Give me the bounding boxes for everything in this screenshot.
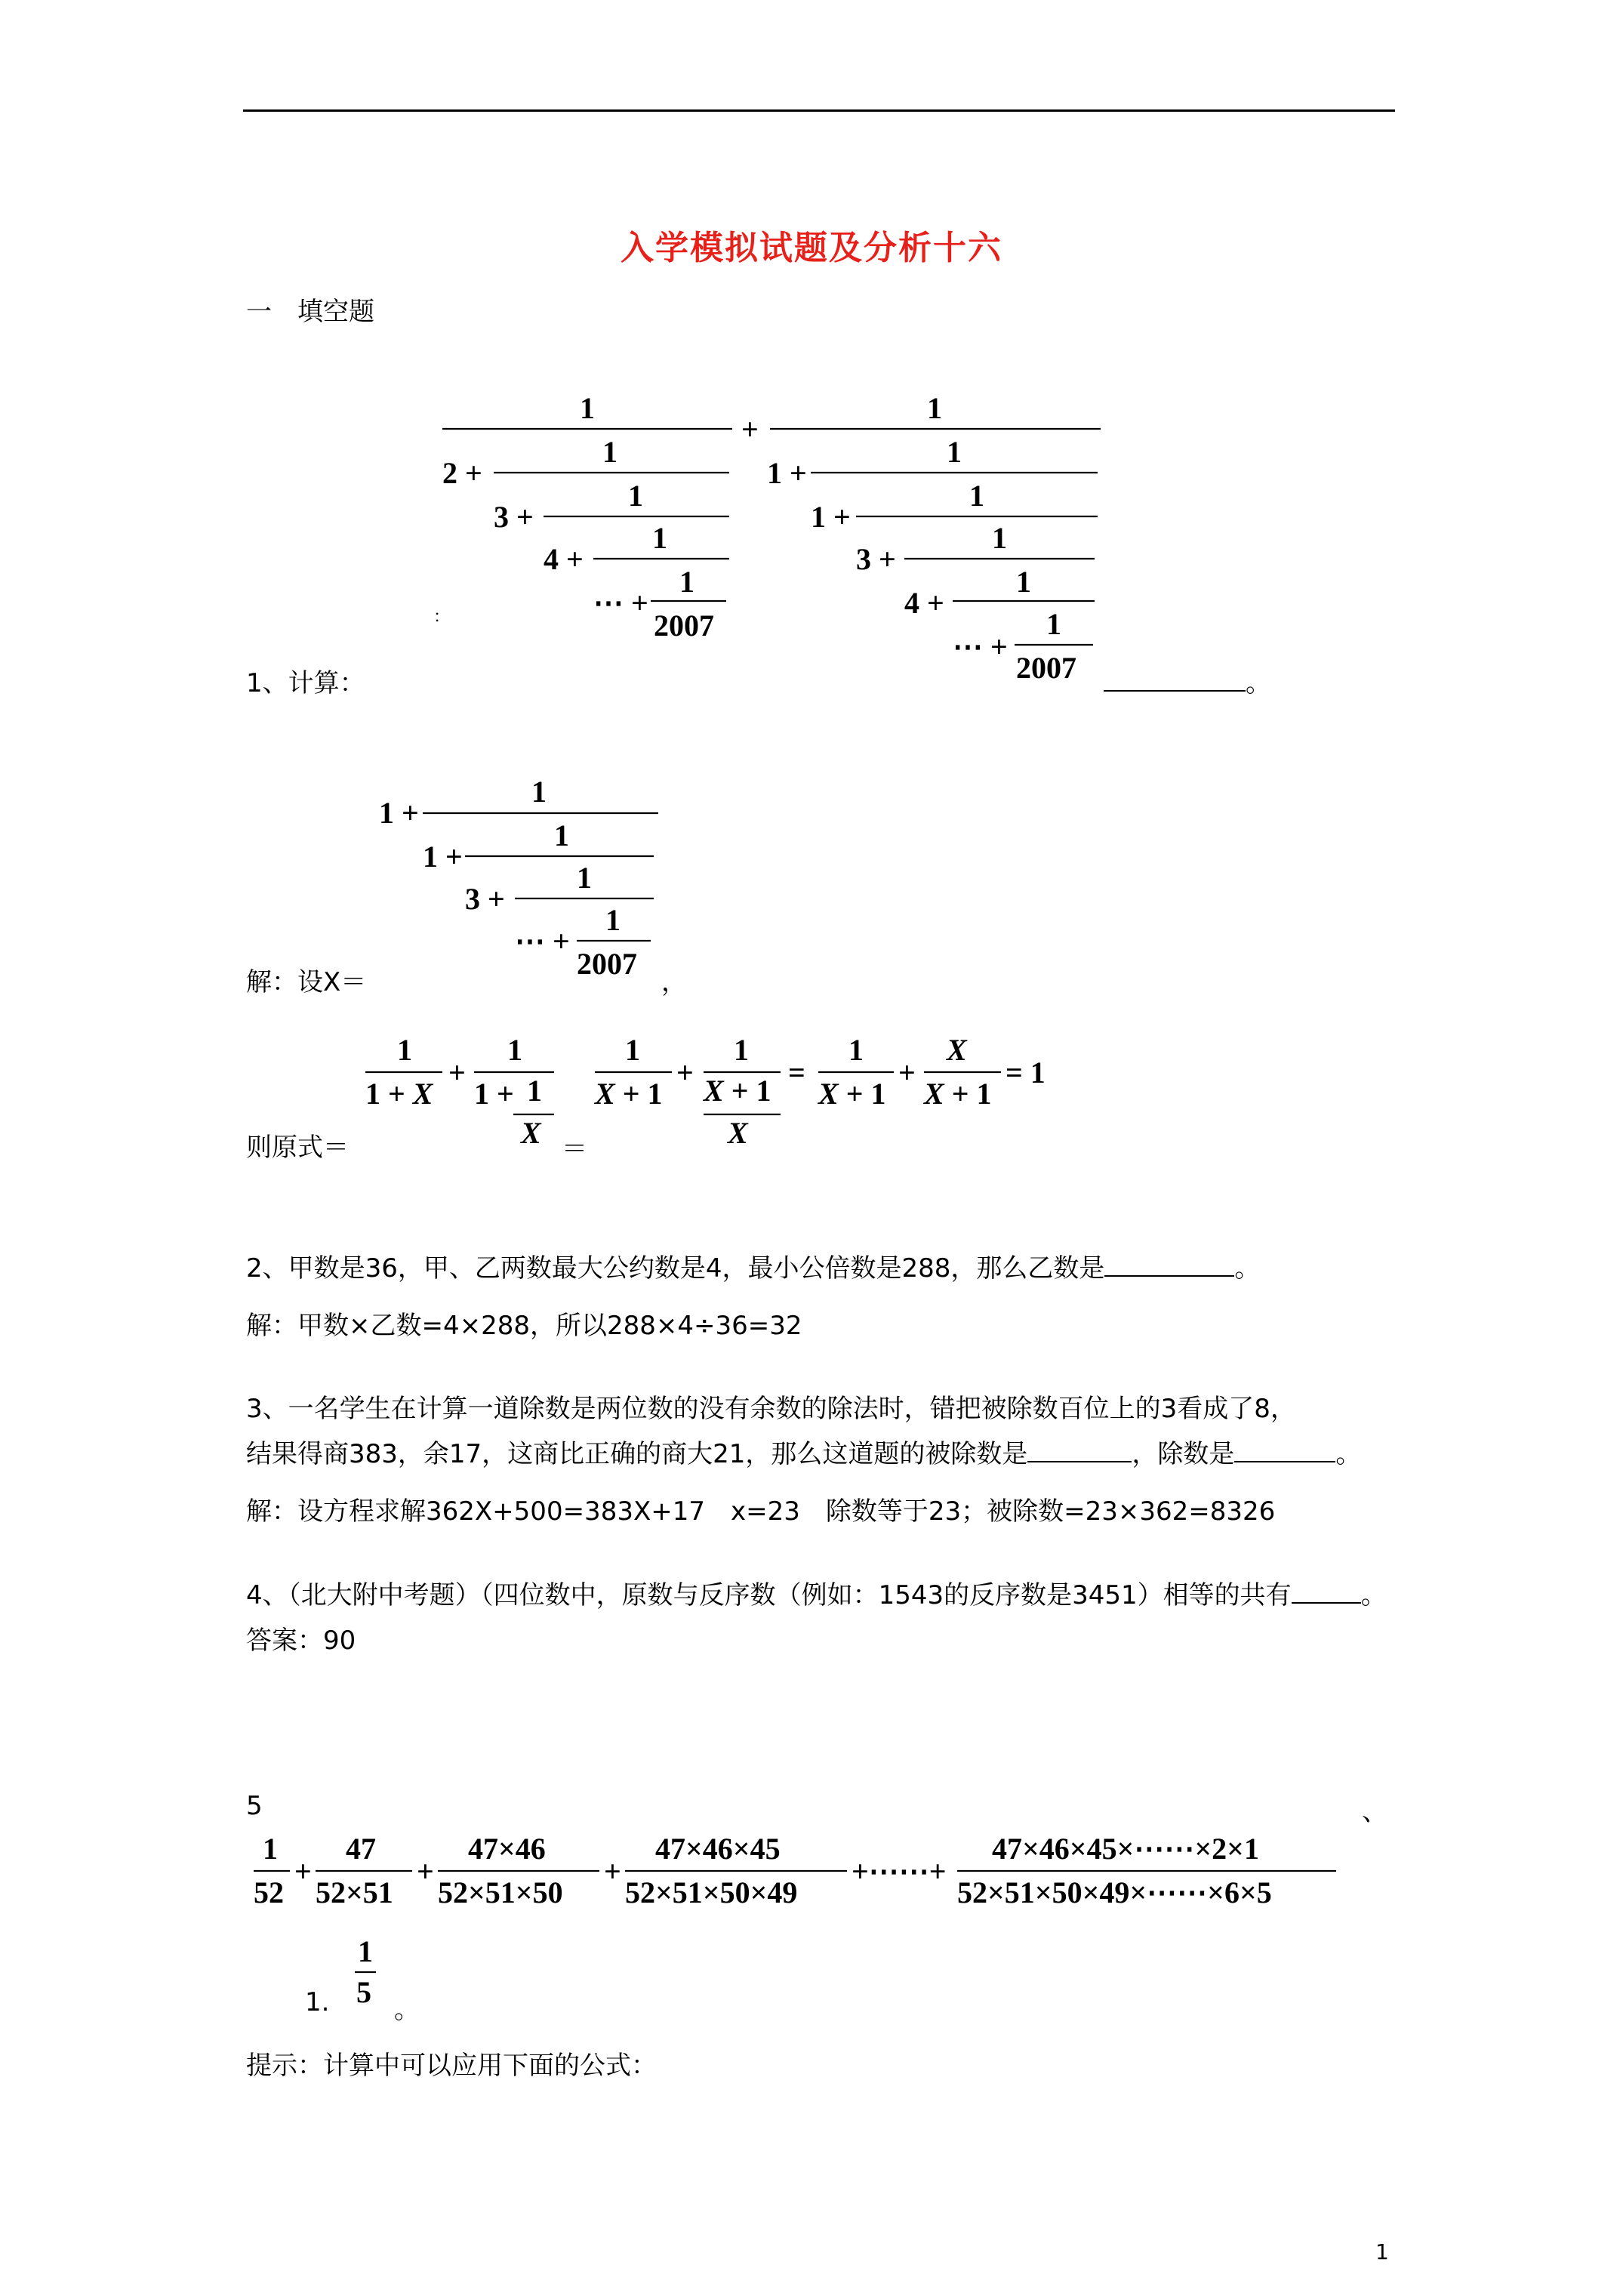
q3-solution: 解：设方程求解362X+500=383X+17 x=23 除数等于23；被除数=23×362=8326	[246, 1496, 1276, 1527]
svg-text:1: 1	[652, 521, 667, 555]
svg-text:X + 1: X + 1	[595, 1077, 663, 1111]
svg-text:2007: 2007	[577, 947, 637, 981]
svg-text:X: X	[521, 1116, 541, 1150]
svg-text:1: 1	[263, 1832, 278, 1866]
svg-text:2 +: 2 +	[442, 456, 482, 490]
svg-text:⋯ +: ⋯ +	[515, 924, 570, 958]
svg-text:5: 5	[356, 1975, 371, 2009]
svg-text:4 +: 4 +	[904, 586, 944, 620]
svg-text:+: +	[604, 1854, 621, 1888]
q3-line2: 结果得商383，余17，这商比正确的商大21，那么这道题的被除数是 ，除数是 。	[246, 1439, 1362, 1469]
svg-text:52×51×50×49×⋯⋯×6×5: 52×51×50×49×⋯⋯×6×5	[957, 1875, 1272, 1909]
svg-text:+: +	[898, 1056, 916, 1089]
svg-text:1: 1	[358, 1934, 373, 1968]
svg-text:+: +	[417, 1854, 434, 1888]
svg-text:1: 1	[527, 1074, 542, 1108]
page-number: 1	[1375, 2239, 1389, 2264]
svg-text:+: +	[448, 1056, 466, 1089]
svg-text:⋯ +: ⋯ +	[953, 630, 1008, 664]
svg-text:47×46×45×⋯⋯×2×1: 47×46×45×⋯⋯×2×1	[992, 1832, 1259, 1866]
svg-text:1: 1	[554, 818, 569, 852]
svg-text:1: 1	[625, 1033, 640, 1067]
page-title: 入学模拟试题及分析十六	[621, 229, 1002, 267]
svg-text:47: 47	[346, 1832, 376, 1866]
svg-text:1 +: 1 +	[423, 840, 463, 874]
svg-text:+: +	[294, 1854, 312, 1888]
svg-text:+⋯⋯+: +⋯⋯+	[852, 1854, 947, 1888]
svg-text:X + 1: X + 1	[818, 1077, 886, 1111]
svg-text:1 +: 1 +	[474, 1077, 514, 1111]
svg-text:52×51×50: 52×51×50	[438, 1875, 563, 1909]
svg-text:= 1: = 1	[1006, 1056, 1046, 1089]
svg-text:X: X	[728, 1116, 748, 1150]
section-heading: 一 填空题	[246, 297, 374, 327]
svg-text:1: 1	[1016, 565, 1031, 599]
q2-text: 2、甲数是36，甲、乙两数最大公约数是4，最小公倍数是288，那么乙数是 。	[246, 1253, 1261, 1284]
q5-answer-end: 。	[394, 1995, 420, 2025]
svg-text:=: =	[788, 1056, 805, 1089]
svg-text:52×51: 52×51	[316, 1875, 393, 1909]
svg-text:1: 1	[397, 1033, 412, 1067]
svg-text:1: 1	[577, 861, 592, 895]
q2-solution: 解：甲数×乙数=4×288，所以288×4÷36=32	[246, 1311, 802, 1341]
svg-text:3 +: 3 +	[465, 882, 505, 916]
svg-text:1 +: 1 +	[767, 456, 807, 490]
svg-text:⋯ +: ⋯ +	[593, 586, 648, 620]
svg-text:1: 1	[992, 521, 1007, 555]
q5-hint: 提示：计算中可以应用下面的公式：	[246, 2051, 657, 2081]
svg-text:1: 1	[531, 775, 547, 809]
svg-text:4 +: 4 +	[544, 542, 584, 576]
svg-text:3 +: 3 +	[856, 542, 896, 576]
svg-text:X + 1: X + 1	[924, 1077, 992, 1111]
svg-text:1 +: 1 +	[379, 796, 419, 830]
q4-text: 4、（北大附中考题）（四位数中，原数与反序数（例如：1543的反序数是3451）相等的共有 。	[246, 1580, 1387, 1610]
svg-text:1 +: 1 +	[811, 500, 851, 534]
q1-equals: ＝	[562, 1134, 587, 1164]
q3-line1: 3、一名学生在计算一道除数是两位数的没有余数的除法时，错把被除数百位上的3看成了8，	[246, 1394, 1296, 1424]
svg-text:1: 1	[507, 1033, 522, 1067]
svg-text:X + 1: X + 1	[704, 1074, 771, 1108]
svg-text:2007: 2007	[654, 609, 714, 643]
svg-text:+: +	[676, 1056, 694, 1089]
svg-text:1: 1	[1046, 607, 1061, 641]
svg-text:1: 1	[605, 903, 621, 937]
q1-stray-mark: ：	[433, 608, 451, 627]
svg-text:1: 1	[848, 1033, 864, 1067]
svg-text:1: 1	[602, 435, 617, 469]
q5-answer-prefix: 1.	[305, 1987, 330, 2017]
q5-mark: 、	[1362, 1797, 1387, 1827]
q5-number: 5	[246, 1791, 263, 1821]
q1-solution-comma: ，	[661, 967, 687, 997]
svg-text:1: 1	[734, 1033, 749, 1067]
svg-text:52×51×50×49: 52×51×50×49	[625, 1875, 798, 1909]
svg-text:3 +: 3 +	[494, 500, 534, 534]
svg-text:47×46×45: 47×46×45	[655, 1832, 781, 1866]
svg-text:1: 1	[927, 391, 942, 425]
svg-text:2007: 2007	[1016, 651, 1076, 685]
svg-text:1: 1	[580, 391, 595, 425]
q1-solution-intro: 解：设X＝	[246, 967, 367, 997]
q1-then: 则原式＝	[246, 1133, 349, 1163]
svg-text:X: X	[947, 1033, 967, 1067]
q1-label: 1、计算：	[246, 668, 365, 698]
svg-text:52: 52	[254, 1875, 284, 1909]
svg-text:1: 1	[969, 479, 984, 513]
svg-text:1: 1	[947, 435, 962, 469]
svg-text:1 + X: 1 + X	[365, 1077, 433, 1111]
q4-answer: 答案：90	[246, 1626, 356, 1656]
svg-text:1: 1	[679, 565, 694, 599]
svg-text:1: 1	[628, 479, 643, 513]
svg-text:47×46: 47×46	[468, 1832, 546, 1866]
svg-text:+: +	[741, 412, 759, 446]
q1-answer-line: 。	[1104, 662, 1271, 699]
